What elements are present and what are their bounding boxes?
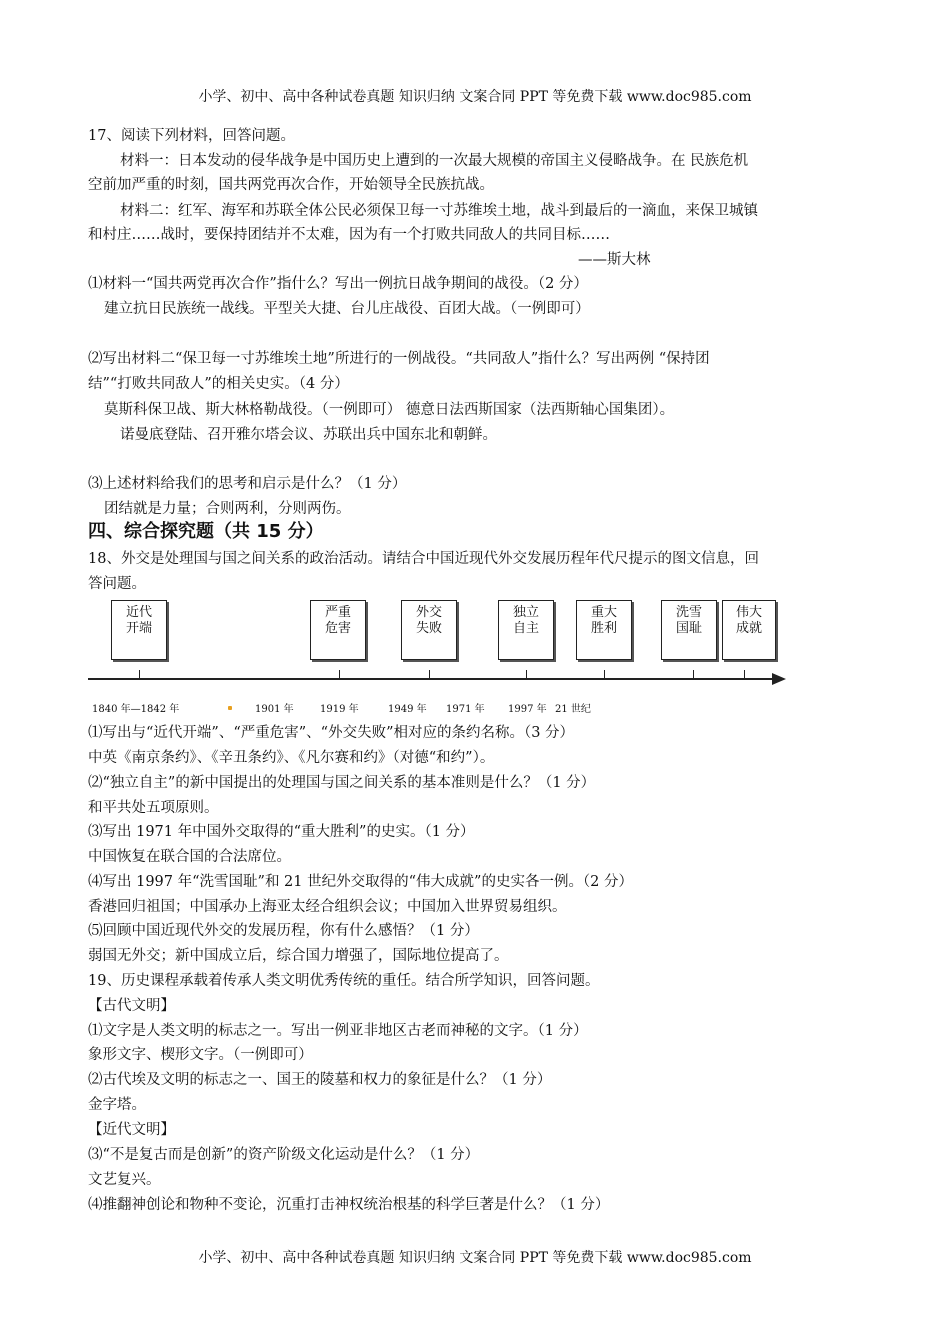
box-label: 开端 — [125, 621, 152, 636]
timeline-tick — [526, 670, 527, 678]
timeline-arrow-icon — [772, 673, 786, 685]
q17-part3-question: ⑶上述材料给我们的思考和启示是什么？（1 分） — [88, 476, 407, 492]
artifact-dot — [228, 706, 232, 710]
q18-part5-answer: 弱国无外交；新中国成立后，综合国力增强了，国际地位提高了。 — [88, 948, 509, 964]
box-label: 危害 — [324, 621, 351, 636]
page-header: 小学、初中、高中各种试卷真题 知识归纳 文案合同 PPT 等免费下载 www.doc985.com — [198, 89, 752, 105]
q17-title: 17、阅读下列材料，回答问题。 — [88, 128, 295, 144]
q19-part3-question: ⑶“不是复古而是创新”的资产阶级文化运动是什么？（1 分） — [88, 1147, 480, 1163]
q18-part5-question: ⑸回顾中国近现代外交的发展历程，你有什么感悟？（1 分） — [88, 923, 479, 939]
timeline-tick — [139, 670, 140, 678]
q19-intro: 19、历史课程承载着传承人类文明优秀传统的重任。结合所学知识，回答问题。 — [88, 973, 600, 989]
timeline-year: 1997 年 — [508, 704, 547, 715]
q18-intro-line1: 18、外交是处理国与国之间关系的政治活动。请结合中国近现代外交发展历程年代尺提示的图文信息，回 — [88, 551, 759, 567]
box-label: 重大 — [590, 605, 617, 620]
q17-material1-line2: 空前加严重的时刻，国共两党再次合作，开始领导全民族抗战。 — [88, 177, 494, 193]
box-label: 国耻 — [675, 621, 702, 636]
q17-part1-answer: 建立抗日民族统一战线。平型关大捷、台儿庄战役、百团大战。（一例即可） — [104, 301, 590, 317]
q17-part2-answer-line1: 莫斯科保卫战、斯大林格勒战役。（一例即可） 德意日法西斯国家（法西斯轴心国集团）。 — [104, 402, 675, 418]
timeline-tick — [604, 670, 605, 678]
q18-part1-answer: 中英《南京条约》、《辛丑条约》、《凡尔赛和约》（对德“和约”）。 — [88, 750, 495, 766]
box-label: 胜利 — [590, 621, 617, 636]
q17-part2-answer-line2: 诺曼底登陆、召开雅尔塔会议、苏联出兵中国东北和朝鲜。 — [120, 427, 497, 443]
box-label: 严重 — [324, 605, 351, 620]
q17-part1-question: ⑴材料一“国共两党再次合作”指什么？写出一例抗日战争期间的战役。（2 分） — [88, 276, 588, 292]
q19-part1-question: ⑴文字是人类文明的标志之一。写出一例亚非地区古老而神秘的文字。（1 分） — [88, 1023, 588, 1039]
q19-part2-answer: 金字塔。 — [88, 1097, 146, 1113]
q17-part2-question-line2: 结”“打败共同敌人”的相关史实。（4 分） — [88, 376, 349, 392]
timeline-box — [661, 600, 717, 660]
q17-material2-source: ——斯大林 — [578, 252, 651, 268]
q19-section-modern: 【近代文明】 — [88, 1122, 175, 1138]
timeline-box — [498, 600, 554, 660]
timeline-box — [111, 600, 167, 660]
box-label: 自主 — [512, 621, 539, 636]
box-label: 近代 — [125, 605, 152, 620]
q17-part3-answer: 团结就是力量；合则两利，分则两伤。 — [104, 501, 351, 517]
timeline-year: 1919 年 — [320, 704, 359, 715]
q18-part3-question: ⑶写出 1971 年中国外交取得的“重大胜利”的史实。（1 分） — [88, 824, 475, 840]
q19-section-ancient: 【古代文明】 — [88, 998, 175, 1014]
timeline-year: 21 世纪 — [555, 704, 591, 715]
timeline-axis — [88, 678, 778, 680]
q17-material2-line1: 材料二：红军、海军和苏联全体公民必须保卫每一寸苏维埃土地，战斗到最后的一滴血，来保卫城镇 — [120, 203, 758, 219]
timeline-year: 1971 年 — [446, 704, 485, 715]
q19-part2-question: ⑵古代埃及文明的标志之一、国王的陵墓和权力的象征是什么？（1 分） — [88, 1072, 552, 1088]
q18-part4-question: ⑷写出 1997 年“洗雪国耻”和 21 世纪外交取得的“伟大成就”的史实各一例。（2 分） — [88, 874, 634, 890]
timeline-year: 1901 年 — [255, 704, 294, 715]
q18-part1-question: ⑴写出与“近代开端”、“严重危害”、“外交失败”相对应的条约名称。（3 分） — [88, 725, 575, 741]
q18-part2-answer: 和平共处五项原则。 — [88, 800, 219, 816]
section-title: 四、综合探究题（共 15 分） — [88, 521, 324, 542]
page-footer: 小学、初中、高中各种试卷真题 知识归纳 文案合同 PPT 等免费下载 www.doc985.com — [198, 1250, 752, 1266]
timeline-box — [401, 600, 457, 660]
q17-part2-question-line1: ⑵写出材料二“保卫每一寸苏维埃土地”所进行的一例战役。“共同敌人”指什么？写出两例 “保持团 — [88, 351, 710, 367]
timeline-tick — [744, 670, 745, 678]
box-label: 洗雪 — [675, 605, 702, 620]
q19-part3-answer: 文艺复兴。 — [88, 1172, 161, 1188]
q18-intro-line2: 答问题。 — [88, 576, 146, 592]
timeline-box — [722, 600, 776, 660]
box-label: 失败 — [415, 621, 442, 636]
timeline-year: 1840 年—1842 年 — [92, 704, 180, 715]
q17-material1-line1: 材料一：日本发动的侵华战争是中国历史上遭到的一次最大规模的帝国主义侵略战争。在 民族危机 — [120, 153, 749, 169]
q17-material2-line2: 和村庄……战时，要保持团结并不太难，因为有一个打败共同敌人的共同目标…… — [88, 227, 610, 243]
box-label: 外交 — [415, 605, 442, 620]
box-label: 伟大 — [735, 605, 762, 620]
timeline-tick — [693, 670, 694, 678]
q19-part4-question: ⑷推翻神创论和物种不变论，沉重打击神权统治根基的科学巨著是什么？（1 分） — [88, 1197, 610, 1213]
timeline-tick — [339, 670, 340, 678]
q18-part2-question: ⑵“独立自主”的新中国提出的处理国与国之间关系的基本准则是什么？（1 分） — [88, 775, 596, 791]
q18-part3-answer: 中国恢复在联合国的合法席位。 — [88, 849, 291, 865]
q19-part1-answer: 象形文字、楔形文字。（一例即可） — [88, 1047, 313, 1063]
timeline-box — [576, 600, 632, 660]
box-label: 成就 — [735, 621, 762, 636]
timeline-year: 1949 年 — [388, 704, 427, 715]
box-label: 独立 — [512, 605, 539, 620]
q18-part4-answer: 香港回归祖国；中国承办上海亚太经合组织会议；中国加入世界贸易组织。 — [88, 899, 567, 915]
timeline-box — [310, 600, 366, 660]
timeline-tick — [429, 670, 430, 678]
